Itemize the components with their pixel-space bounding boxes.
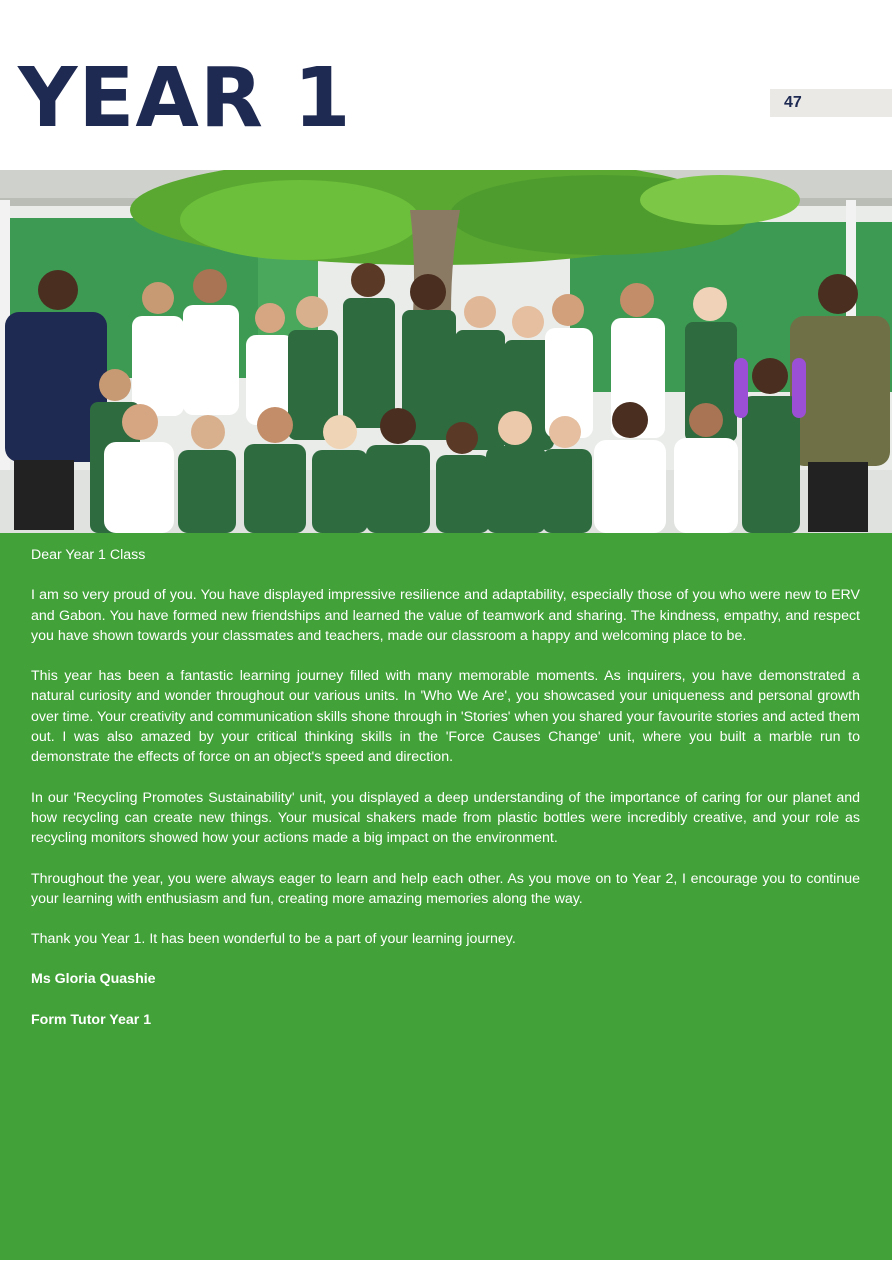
signature-role: Form Tutor Year 1: [31, 1012, 152, 1029]
letter-paragraph-2: This year has been a fantastic learning journey filled with many memorable moments. As inquirers, you have demonstrated a natural curiosity and wonder throughout our various units. In 'Who We Are', you showcased your uniqueness and personal growth over time. Your creativity and communication skills shone through in 'Stories' when you shared your favourite stories and acted them out. I was also amazed by your critical thinking skills in the 'Force Causes Change' unit, where you built a marble run to demonstrate the effects of force on an object's speed and direction.: [31, 668, 860, 766]
page-number: 47: [770, 89, 892, 117]
signature-name: Ms Gloria Quashie: [31, 971, 156, 988]
letter-paragraph-4: Throughout the year, you were always eager to learn and help each other. As you move on to Year 2, I encourage you to continue your learning with enthusiasm and fun, creating more amazing memories along the way.: [31, 870, 860, 907]
letter-salutation: Dear Year 1 Class: [31, 547, 146, 563]
page-header: [0, 0, 892, 170]
class-photo-illustration: [0, 170, 892, 533]
letter-paragraph-1: I am so very proud of you. You have displayed impressive resilience and adaptability, especially those of you who were new to ERV and Gabon. You have formed new friendships and learned the value of teamwork and sharing. The kindness, empathy, and respect you have shown towards your classmates and teachers, made our classroom a happy and welcoming place to be.: [31, 587, 860, 644]
letter-paragraph-3: In our 'Recycling Promotes Sustainability' unit, you displayed a deep understanding of the importance of caring for our planet and how recycling can create new things. Your musical shakers made from plastic bottles were incredibly creative, and your role as recycling monitors showed how your actions made a big impact on the environment.: [31, 789, 860, 847]
letter-body: [0, 533, 892, 1260]
letter-paragraph-5: Thank you Year 1. It has been wonderful to be a part of your learning journey.: [31, 931, 516, 948]
page-title: YEAR 1: [18, 51, 352, 146]
class-photo: [0, 170, 892, 533]
